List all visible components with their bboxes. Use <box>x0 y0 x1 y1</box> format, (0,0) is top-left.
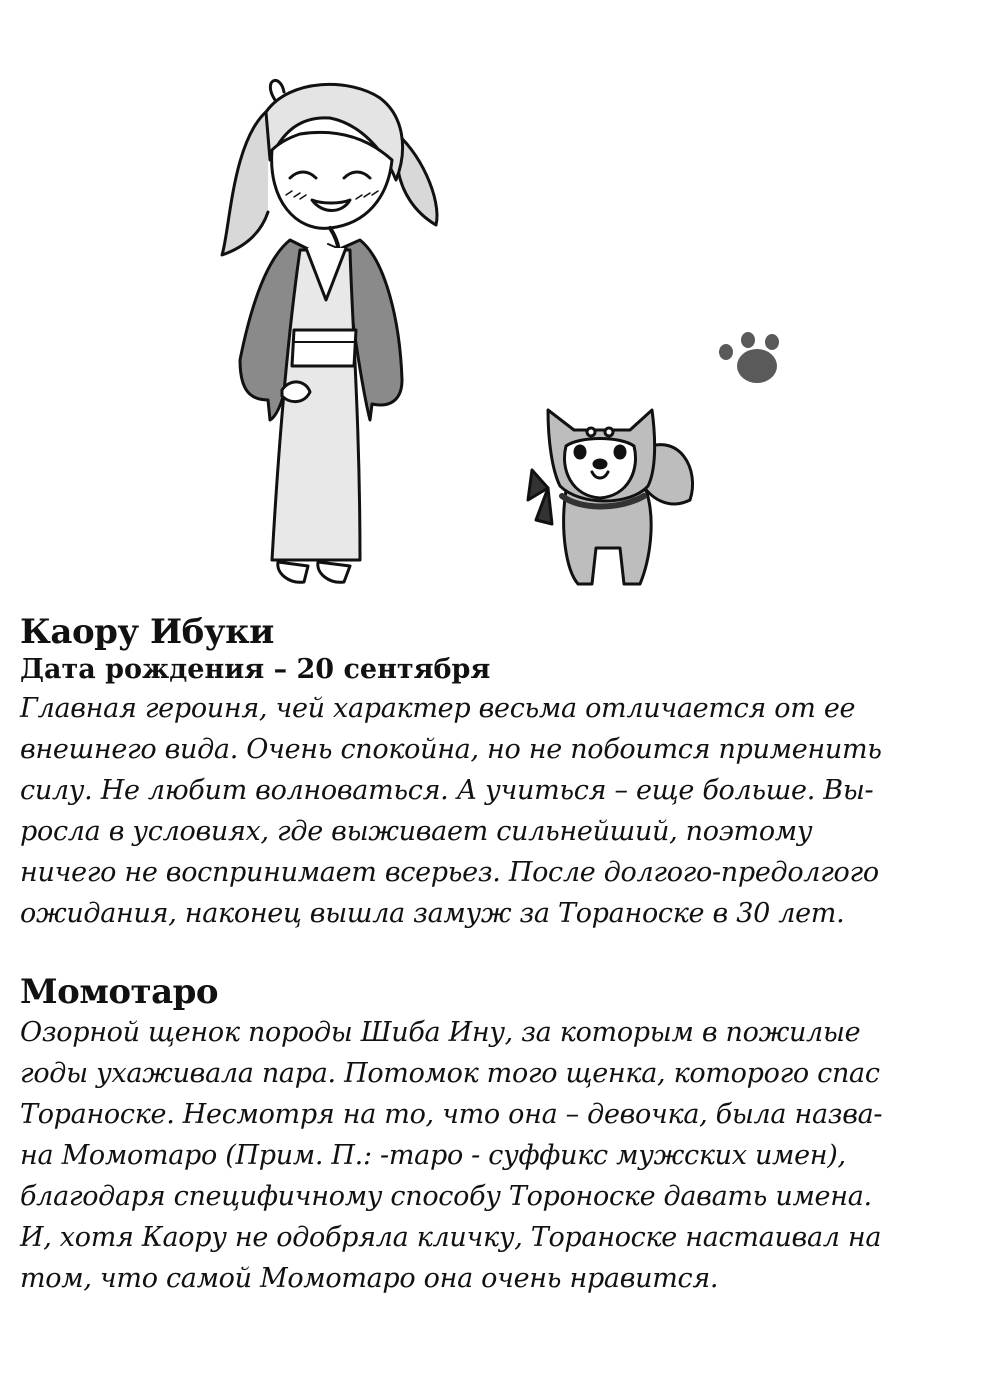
description-line: И, хотя Каору не одобряла кличку, Тораноске настаивал на <box>20 1222 882 1253</box>
description-line: силу. Не любит волноваться. А учиться – еще больше. Вы- <box>20 775 874 806</box>
description-line: Озорной щенок породы Шиба Ину, за которым в пожилые <box>20 1017 861 1048</box>
character-description <box>20 1012 965 1299</box>
kaoru-profile <box>20 612 965 934</box>
description-line: ничего не воспринимает всерьез. После долгого-предолгого <box>20 857 879 888</box>
description-line: внешнего вида. Очень спокойна, но не побоится применить <box>20 734 882 765</box>
momotaro-figure <box>528 410 693 584</box>
momotaro-profile <box>20 972 965 1299</box>
description-line: на Момотаро (Прим. П.: -таро - суффикс мужских имен), <box>20 1140 846 1171</box>
character-description <box>20 688 965 934</box>
description-line: ожидания, наконец вышла замуж за Тораноске в 30 лет. <box>20 898 845 929</box>
character-name: Момотаро <box>20 972 219 1012</box>
description-line: том, что самой Момотаро она очень нравится. <box>20 1263 719 1294</box>
description-line: благодаря специфичному способу Тороноске давать имена. <box>20 1181 872 1212</box>
kaoru-figure <box>222 80 437 582</box>
description-line: Главная героиня, чей характер весьма отличается от ее <box>20 693 856 724</box>
paw-print-icon <box>719 332 779 383</box>
description-line: годы ухаживала пара. Потомок того щенка, которого спас <box>20 1058 880 1089</box>
character-illustration <box>0 0 985 600</box>
description-line: Тораноске. Несмотря на то, что она – девочка, была назва- <box>20 1099 883 1130</box>
description-line: росла в условиях, где выживает сильнейший, поэтому <box>20 816 813 847</box>
birthday: Дата рождения – 20 сентября <box>20 654 491 685</box>
character-name: Каору Ибуки <box>20 612 274 652</box>
